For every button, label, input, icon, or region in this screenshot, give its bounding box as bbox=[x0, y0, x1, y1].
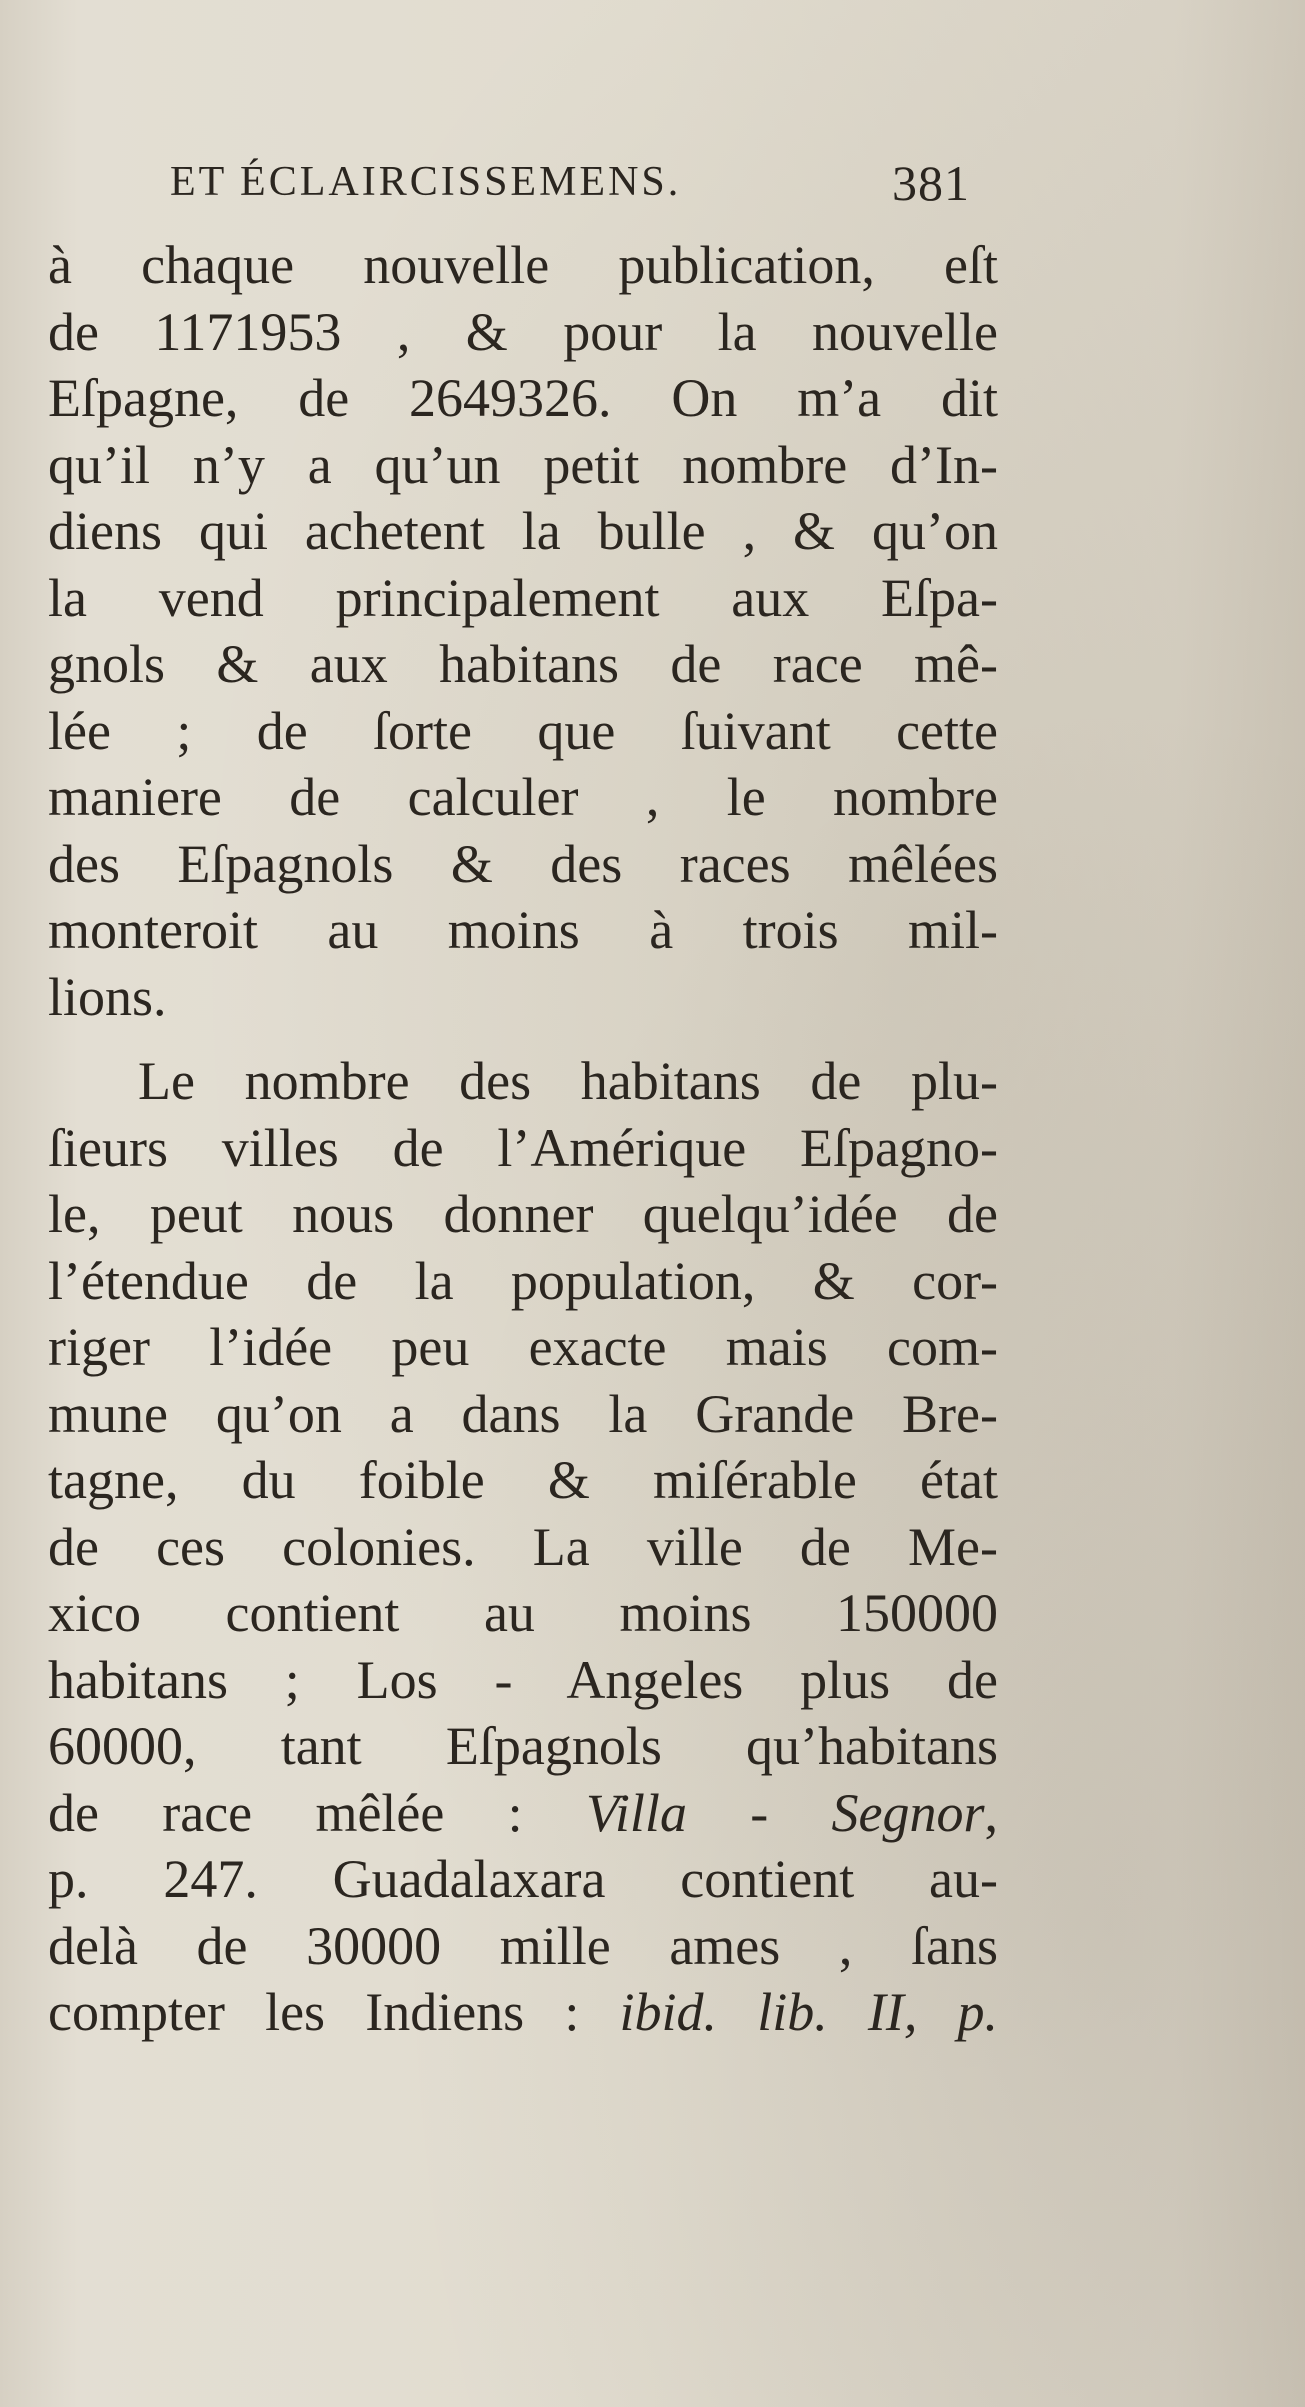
text-line: Eſpagne, de 2649326. On m’a dit bbox=[48, 368, 998, 428]
text-line: qu’il n’y a qu’un petit nombre d’In- bbox=[48, 434, 998, 495]
citation-italic: Villa - Segnor bbox=[585, 1782, 985, 1843]
text-run: , bbox=[984, 1782, 998, 1843]
text-line: monteroit au moins à trois mil- bbox=[48, 900, 998, 960]
text-line: de ces colonies. La ville de Me- bbox=[48, 1516, 998, 1577]
text-line: lée ; de ſorte que ſuivant cette bbox=[48, 700, 998, 761]
text-line: gnols & aux habitans de race mê- bbox=[48, 634, 998, 694]
text-line: des Eſpagnols & des races mêlées bbox=[48, 833, 998, 894]
text-run: compter les Indiens : bbox=[48, 1982, 620, 2042]
text-line: delà de 30000 mille ames , ſans bbox=[48, 1915, 998, 1976]
text-line: xico contient au moins 150000 bbox=[48, 1583, 998, 1643]
text-line: maniere de calculer , le nombre bbox=[48, 767, 998, 827]
running-title: ET ÉCLAIRCISSEMENS. bbox=[170, 159, 682, 205]
text-line: habitans ; Los - Angeles plus de bbox=[48, 1649, 998, 1710]
text-line: tagne, du foible & miſérable état bbox=[48, 1450, 998, 1510]
text-line: de 1171953 , & pour la nouvelle bbox=[48, 301, 998, 362]
text-line: l’étendue de la population, & cor- bbox=[48, 1250, 998, 1311]
text-line: diens qui achetent la bulle , & qu’on bbox=[48, 501, 998, 561]
text-line bbox=[48, 1979, 998, 2046]
text-line bbox=[48, 1780, 998, 1847]
running-head bbox=[170, 155, 970, 218]
citation-italic: ibid. lib. II, p. bbox=[619, 1982, 998, 2042]
text-line: mune qu’on a dans la Grande Bre- bbox=[48, 1383, 998, 1444]
text-line: lions. bbox=[48, 966, 167, 1027]
body-text bbox=[48, 232, 998, 2046]
text-line: ſieurs villes de l’Amérique Eſpagno- bbox=[48, 1117, 998, 1178]
text-line: à chaque nouvelle publication, eſt bbox=[48, 235, 998, 295]
page-number: 381 bbox=[892, 155, 970, 211]
text-line: riger l’idée peu exacte mais com- bbox=[48, 1317, 998, 1377]
text-line: 60000, tant Eſpagnols qu’habitans bbox=[48, 1716, 998, 1776]
text-run: de race mêlée : bbox=[48, 1782, 586, 1843]
paragraph-gap bbox=[48, 1030, 998, 1048]
text-line: p. 247. Guadalaxara contient au- bbox=[48, 1849, 998, 1909]
text-line: Le nombre des habitans de plu- bbox=[138, 1051, 998, 1111]
text-line: le, peut nous donner quelqu’idée de bbox=[48, 1184, 998, 1244]
text-line: la vend principalement aux Eſpa- bbox=[48, 567, 998, 628]
